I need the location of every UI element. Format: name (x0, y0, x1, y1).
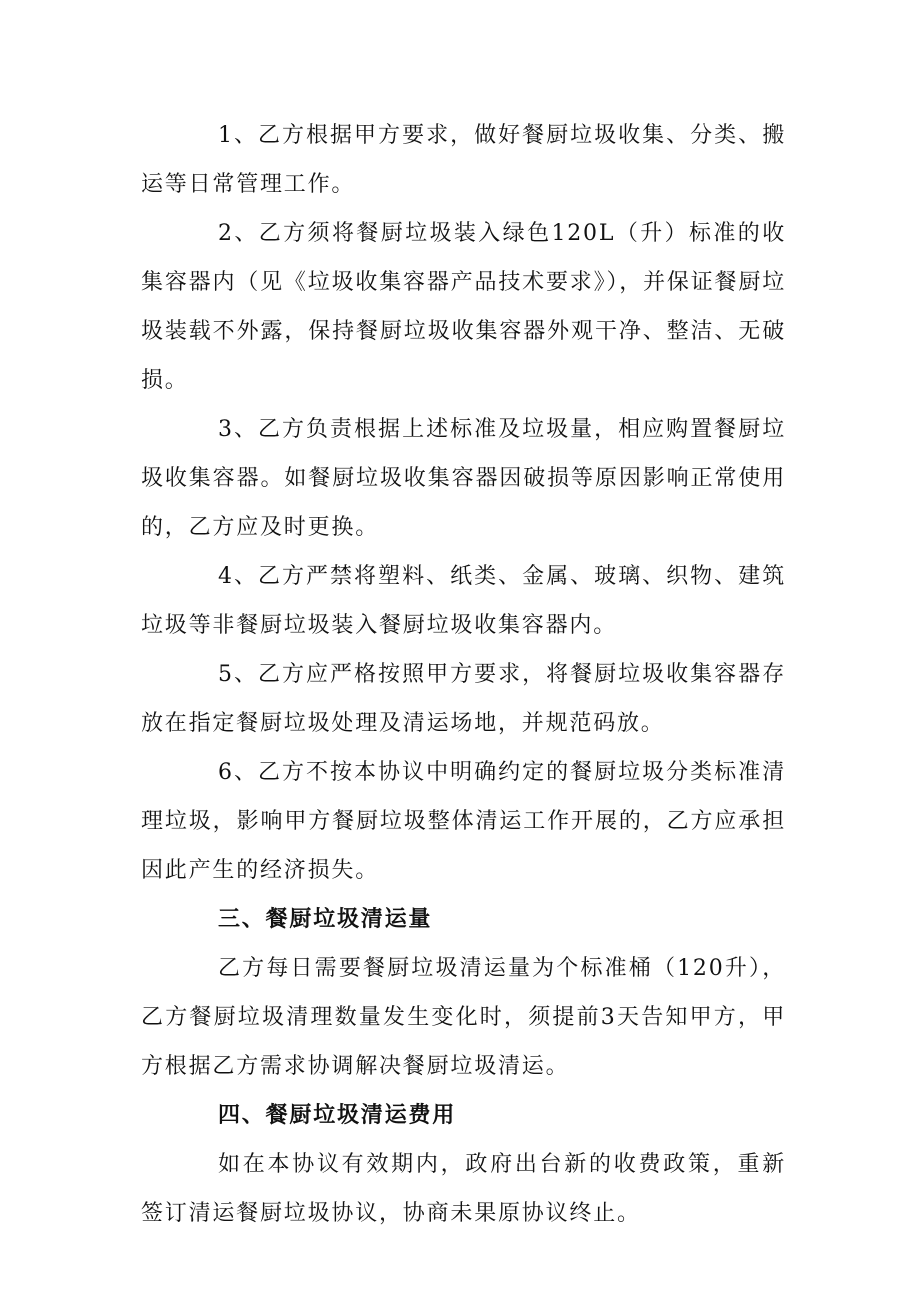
section-3-body: 乙方每日需要餐厨垃圾清运量为个标准桶（120升），乙方餐厨垃圾清理数量发生变化时，须提前3天告知甲方，甲方根据乙方需求协调解决餐厨垃圾清运。 (141, 956, 786, 1079)
clause-6: 6、乙方不按本协议中明确约定的餐厨垃圾分类标准清理垃圾，影响甲方餐厨垃圾整体清运工作开展的，乙方应承担因此产生的经济损失。 (141, 760, 786, 883)
section-4-body: 如在本协议有效期内，政府出台新的收费政策，重新签订清运餐厨垃圾协议，协商未果原协议终止。 (141, 1152, 786, 1226)
clause-3: 3、乙方负责根据上述标准及垃圾量，相应购置餐厨垃圾收集容器。如餐厨垃圾收集容器因破损等原因影响正常使用的，乙方应及时更换。 (141, 417, 786, 540)
clause-2: 2、乙方须将餐厨垃圾装入绿色120L（升）标准的收集容器内（见《垃圾收集容器产品技术要求》），并保证餐厨垃圾装载不外露，保持餐厨垃圾收集容器外观干净、整洁、无破损。 (141, 221, 786, 393)
clause-1: 1、乙方根据甲方要求，做好餐厨垃圾收集、分类、搬运等日常管理工作。 (141, 123, 786, 197)
clause-4: 4、乙方严禁将塑料、纸类、金属、玻璃、织物、建筑垃圾等非餐厨垃圾装入餐厨垃圾收集容器内。 (141, 564, 786, 638)
section-3-heading: 三、餐厨垃圾清运量 (218, 906, 433, 932)
clause-5: 5、乙方应严格按照甲方要求，将餐厨垃圾收集容器存放在指定餐厨垃圾处理及清运场地，并规范码放。 (141, 662, 786, 736)
section-4-heading: 四、餐厨垃圾清运费用 (218, 1102, 457, 1128)
